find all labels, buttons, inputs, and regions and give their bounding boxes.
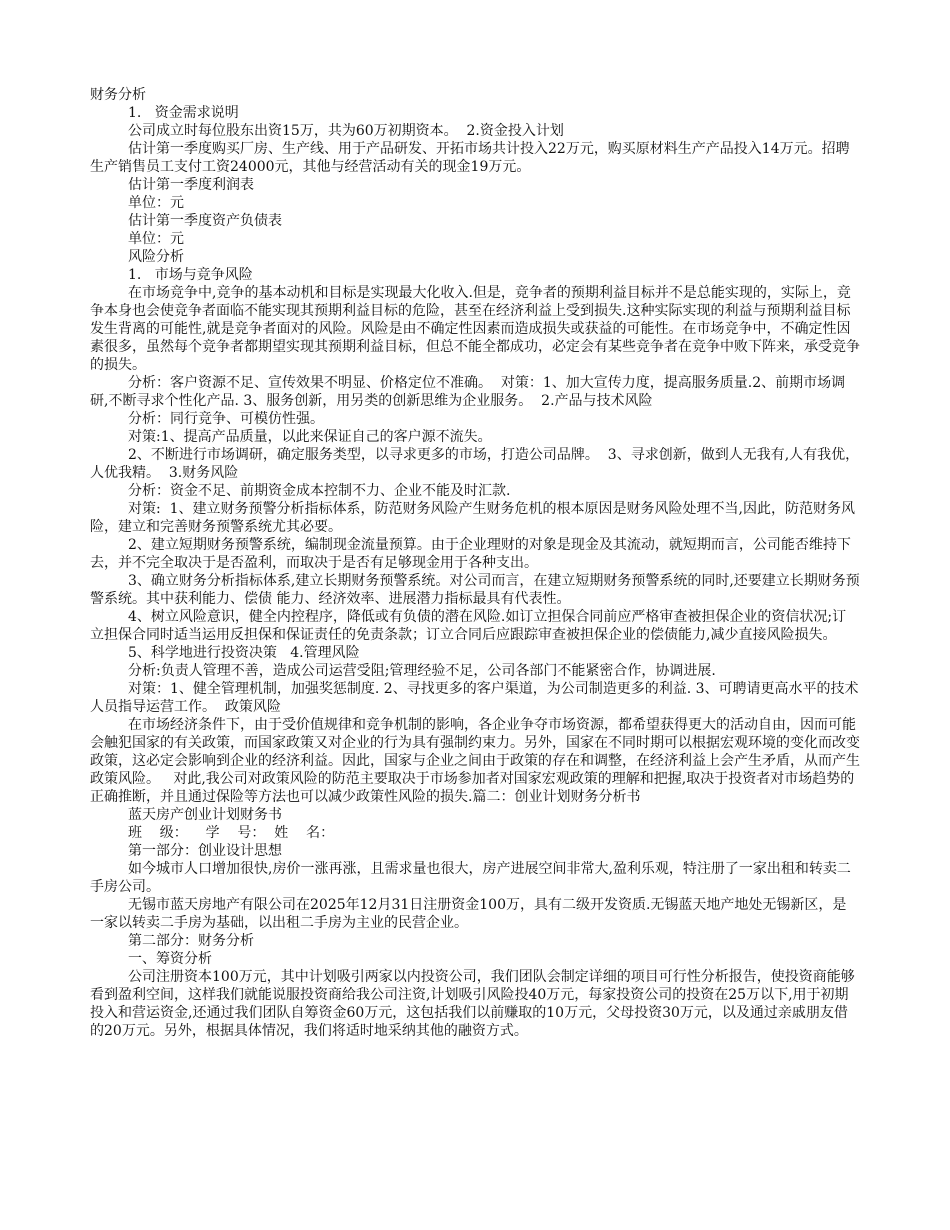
paragraph: 无锡市蓝天房地产有限公司在2025年12月31日注册资金100万，具有二级开发资质.无锡蓝天地产地处无锡新区，是一家以转卖二手房为基础，以出租二手房为主业的民营企业。 xyxy=(90,897,847,931)
paragraph: 第一部分：创业设计思想 xyxy=(128,843,282,859)
paragraph: 对策：1、健全管理机制，加强奖惩制度. 2、寻找更多的客户渠道，为公司制造更多的利益. 3、可聘请更高水平的技术人员指导运营工作。 政策风险 xyxy=(90,681,859,715)
paragraph: 蓝天房产创业计划财务书 xyxy=(128,807,282,823)
paragraph: 一、筹资分析 xyxy=(128,951,212,967)
paragraph: 风险分析 xyxy=(128,249,184,265)
document-body xyxy=(90,86,860,1040)
paragraph: 分析：资金不足、前期资金成本控制不力、企业不能及时汇款. xyxy=(128,483,511,499)
paragraph: 分析：同行竞争、可模仿性强。 xyxy=(128,411,324,427)
paragraph: 单位：元 xyxy=(128,231,184,247)
paragraph: 班 级： 学 号： 姓 名： xyxy=(128,825,335,841)
paragraph: 公司成立时每位股东出资15万，共为60万初期资本。 2.资金投入计划 xyxy=(128,123,564,139)
paragraph: 在市场竞争中,竞争的基本动机和目标是实现最大化收入.但是，竞争者的预期利益目标并不是总能实现的，实际上，竞争本身也会使竞争者面临不能实现其预期利益目标的危险，甚至在经济利益上受到损失.这种实际实现的利益与预期利益目标发生背离的可能性,就是竞争者面对的风险。风险是由不确定性因素而造成损失或获益的可能性。在市场竞争中，不确定性因素很多，虽然每个竞争者都期望实现其预期利益目标，但总不能全都成功，必定会有某些竞争者在竞争中败下阵来，承受竞争的损失。 xyxy=(90,285,860,373)
paragraph: 分析:负责人管理不善，造成公司运营受阻;管理经验不足，公司各部门不能紧密合作，协调进展. xyxy=(128,663,716,679)
document-title: 财务分析 xyxy=(90,87,146,103)
paragraph: 2、建立短期财务预警系统，编制现金流量预算。由于企业理财的对象是现金及其流动，就短期而言，公司能否维持下去，并不完全取决于是否盈利，而取决于是否有足够现金用于各种支出。 xyxy=(90,537,851,571)
paragraph: 1. 市场与竞争风险 xyxy=(128,267,253,283)
paragraph: 在市场经济条件下，由于受价值规律和竞争机制的影响，各企业争夺市场资源，都希望获得更大的活动自由，因而可能会触犯国家的有关政策，而国家政策又对企业的行为具有强制约束力。另外，国家在不同时期可以根据宏观环境的变化而改变政策，这必定会影响到企业的经济利益。因此，国家与企业之间由于政策的存在和调整，在经济利益上会产生矛盾，从而产生政策风险。 对此,我公司对政策风险的防范主要取决于市场参加者对国家宏观政策的理解和把握,取决于投资者对市场趋势的正确推断，并且通过保险等方法也可以减少政策性风险的损失.篇二：创业计划财务分析书 xyxy=(90,717,860,805)
paragraph: 2、不断进行市场调研，确定服务类型，以寻求更多的市场，打造公司品牌。 3、寻求创新，做到人无我有,人有我优，人优我精。 3.财务风险 xyxy=(90,447,860,481)
paragraph: 1. 资金需求说明 xyxy=(128,105,239,121)
paragraph: 单位：元 xyxy=(128,195,184,211)
paragraph: 如今城市人口增加很快,房价一涨再涨，且需求量也很大，房产进展空间非常大,盈利乐观，特注册了一家出租和转卖二手房公司。 xyxy=(90,861,851,895)
paragraph: 对策: 1、建立财务预警分析指标体系，防范财务风险产生财务危机的根本原因是财务风险处理不当,因此，防范财务风险，建立和完善财务预警系统尤其必要。 xyxy=(90,501,855,535)
paragraph: 分析：客户资源不足、宣传效果不明显、价格定位不准确。 对策：1、加大宣传力度，提高服务质量.2、前期市场调研,不断寻求个性化产品. 3、服务创新，用另类的创新思维为企业服务。 2.产品与技术风险 xyxy=(90,375,846,409)
paragraph: 估计第一季度利润表 xyxy=(128,177,254,193)
paragraph: 第二部分：财务分析 xyxy=(128,933,254,949)
paragraph: 4、树立风险意识，健全内控程序，降低或有负债的潜在风险.如订立担保合同前应严格审查被担保企业的资信状况;订立担保合同时适当运用反担保和保证责任的免责条款；订立合同后应跟踪审查被担保企业的偿债能力,减少直接风险损失。 xyxy=(90,609,847,643)
paragraph: 对策:1、提高产品质量，以此来保证自己的客户源不流失。 xyxy=(128,429,492,445)
paragraph: 估计第一季度购买厂房、生产线、用于产品研发、开拓市场共计投入22万元，购买原材料生产产品投入14万元。招聘生产销售员工支付工资24000元，其他与经营活动有关的现金19万元。 xyxy=(90,141,850,175)
paragraph: 5、科学地进行投资决策 4.管理风险 xyxy=(128,645,360,661)
paragraph: 公司注册资本100万元，其中计划吸引两家以内投资公司，我们团队会制定详细的项目可行性分析报告，使投资商能够看到盈利空间，这样我们就能说服投资商给我公司注资,计划吸引风险投40万元，每家投资公司的投资在25万以下,用于初期投入和营运资金,还通过我们团队自筹资金60万元，这包括我们以前赚取的10万元，父母投资30万元，以及通过亲戚朋友借的20万元。另外，根据具体情况，我们将适时地采纳其他的融资方式。 xyxy=(90,969,855,1039)
paragraph: 3、确立财务分析指标体系,建立长期财务预警系统。对公司而言，在建立短期财务预警系统的同时,还要建立长期财务预警系统。其中获利能力、偿债 能力、经济效率、进展潜力指标最具有代表性。 xyxy=(90,573,860,607)
paragraph: 估计第一季度资产负债表 xyxy=(128,213,282,229)
